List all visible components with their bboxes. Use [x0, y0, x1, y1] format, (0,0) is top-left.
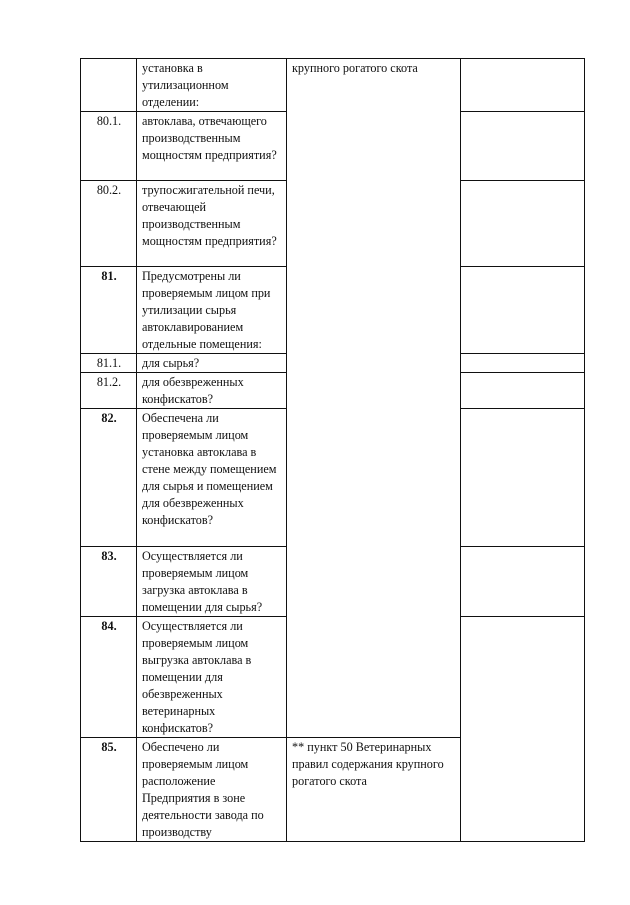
row-number: 83. — [81, 547, 137, 617]
table-row — [81, 59, 585, 112]
row-answer — [461, 59, 585, 112]
row-question: Обеспечено ли проверяемым лицом расположение Предприятия в зоне деятельности завода по производству — [137, 738, 287, 842]
checklist-table — [80, 58, 585, 842]
row-question: установка в утилизационном отделении: — [137, 59, 287, 112]
row-number: 81. — [81, 267, 137, 354]
row-question: для сырья? — [137, 354, 287, 373]
row-number: 81.2. — [81, 373, 137, 409]
row-question: Осуществляется ли проверяемым лицом загрузка автоклава в помещении для сырья? — [137, 547, 287, 617]
row-number — [81, 59, 137, 112]
row-question: Предусмотрены ли проверяемым лицом при утилизации сырья автоклавированием отдельные помещения: — [137, 267, 287, 354]
reference-cell: крупного рогатого скота — [287, 59, 461, 738]
row-question: автоклава, отвечающего производственным мощностям предприятия? — [137, 112, 287, 181]
row-number: 80.2. — [81, 181, 137, 267]
row-question: Осуществляется ли проверяемым лицом выгрузка автоклава в помещении для обезвреженных ветеринарных конфискатов? — [137, 617, 287, 738]
row-question: Обеспечена ли проверяемым лицом установка автоклава в стене между помещением для сырья и помещением для обезвреженных конфискатов? — [137, 409, 287, 547]
reference-cell: ** пункт 50 Ветеринарных правил содержания крупного рогатого скота — [287, 738, 461, 842]
row-answer — [461, 112, 585, 181]
row-number: 82. — [81, 409, 137, 547]
row-question: трупосжигательной печи, отвечающей производственным мощностям предприятия? — [137, 181, 287, 267]
row-number: 80.1. — [81, 112, 137, 181]
row-answer — [461, 354, 585, 373]
row-question: для обезвреженных конфискатов? — [137, 373, 287, 409]
row-answer — [461, 409, 585, 547]
row-number: 84. — [81, 617, 137, 738]
row-number: 81.1. — [81, 354, 137, 373]
row-answer — [461, 181, 585, 267]
row-answer — [461, 547, 585, 617]
row-answer — [461, 617, 585, 842]
row-answer — [461, 267, 585, 354]
row-number: 85. — [81, 738, 137, 842]
row-answer — [461, 373, 585, 409]
